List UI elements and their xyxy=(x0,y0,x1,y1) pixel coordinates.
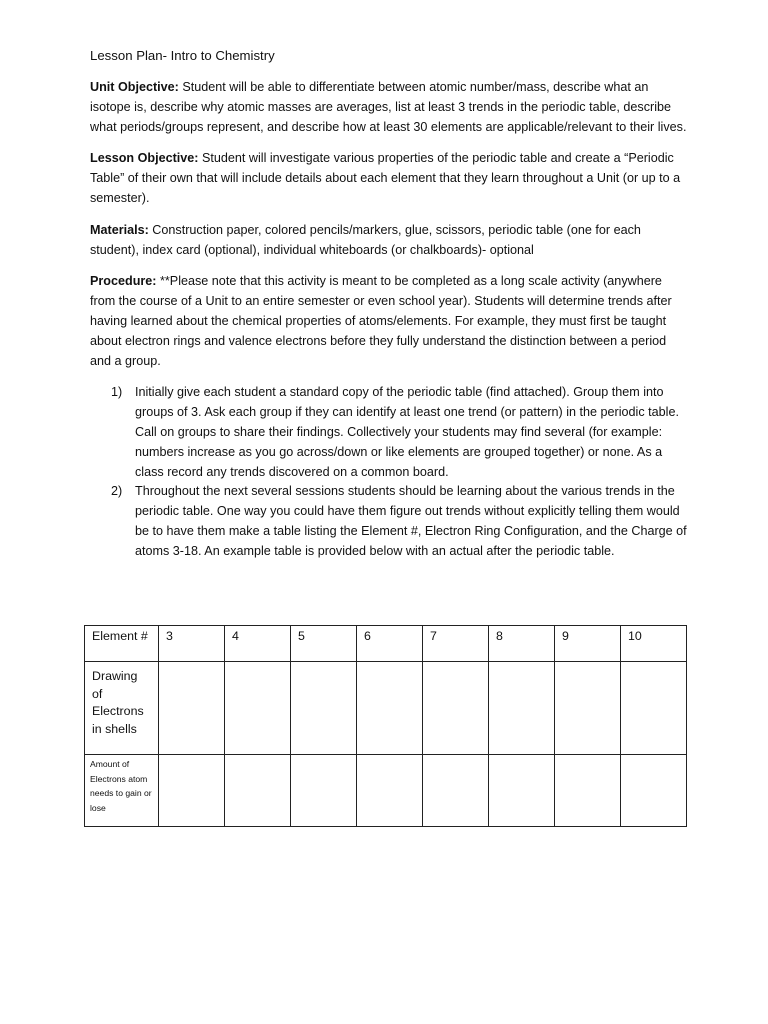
step-text: Initially give each student a standard copy of the periodic table (find attached). Group them into groups of 3. Ask each group if they can identify at least one trend (or pattern) in the periodic table. Call on groups to share their findings. Collectively your students may find several (for example: numbers increase as you go across/down or like elements are grouped together) or none. As a class record any trends discovered on a common board. xyxy=(135,385,679,479)
row-label-drawing: Drawing of Electrons in shells xyxy=(85,662,159,755)
table-header-row xyxy=(85,626,687,662)
table-cell xyxy=(159,662,225,755)
electron-table xyxy=(84,625,687,827)
column-header: 7 xyxy=(423,626,489,662)
table-cell xyxy=(489,662,555,755)
unit-objective-label: Unit Objective: xyxy=(90,80,179,94)
table-cell xyxy=(423,662,489,755)
list-item xyxy=(90,383,688,482)
lesson-objective-text: Student will investigate various properties of the periodic table and create a “Periodic Table” of their own that will include details about each element that they learn throughout a Unit (or up to a semester). xyxy=(90,151,681,205)
table-cell xyxy=(291,662,357,755)
step-number: 1) xyxy=(111,385,123,400)
table-cell xyxy=(291,755,357,827)
table-cell xyxy=(423,755,489,827)
column-header: 3 xyxy=(159,626,225,662)
procedure-text: **Please note that this activity is meant to be completed as a long scale activity (anywhere from the course of a Unit to an entire semester or even school year). Students will determine trends after having learned about the chemical properties of atoms/elements. For example, they must first be taught about electron rings and valence electrons before they fully understand the distinction between a period and a group. xyxy=(90,274,672,368)
materials-text: Construction paper, colored pencils/markers, glue, scissors, periodic table (one for each student), index card (optional), individual whiteboards (or chalkboards)- optional xyxy=(90,222,641,257)
table-cell xyxy=(225,755,291,827)
column-header: 9 xyxy=(555,626,621,662)
document-title: Lesson Plan- Intro to Chemistry xyxy=(90,48,275,63)
row-label-amount: Amount of Electrons atom needs to gain or lose xyxy=(85,755,159,827)
table-cell xyxy=(621,662,687,755)
table-cell xyxy=(555,755,621,827)
table-cell xyxy=(159,755,225,827)
lesson-objective-label: Lesson Objective: xyxy=(90,151,199,166)
table-cell xyxy=(555,662,621,755)
unit-objective xyxy=(90,78,688,137)
table-row xyxy=(85,662,687,755)
procedure-steps xyxy=(90,383,688,561)
column-header: 4 xyxy=(225,626,291,662)
lesson-objective xyxy=(90,149,688,208)
materials xyxy=(90,221,688,261)
column-header: 8 xyxy=(489,626,555,662)
procedure xyxy=(90,272,688,371)
step-text: Throughout the next several sessions students should be learning about the various trends in the periodic table. One way you could have them figure out trends without explicitly telling them would be to have them make a table listing the Element #, Electron Ring Configuration, and the Charge of atoms 3-18. An example table is provided below with an actual after the periodic table. xyxy=(135,484,687,558)
procedure-label: Procedure: xyxy=(90,274,157,289)
table-row xyxy=(85,755,687,827)
table-cell xyxy=(489,755,555,827)
table-cell xyxy=(225,662,291,755)
step-number: 2) xyxy=(111,484,123,499)
unit-objective-text: Student will be able to differentiate between atomic number/mass, describe what an isotope is, describe why atomic masses are averages, list at least 3 trends in the periodic table, describe what periods/groups represent, and describe how at least 30 elements are applicable/relevant to their lives. xyxy=(90,80,687,134)
element-number-header: Element # xyxy=(85,626,159,662)
materials-label: Materials: xyxy=(90,222,149,237)
table-cell xyxy=(621,755,687,827)
column-header: 6 xyxy=(357,626,423,662)
list-item xyxy=(90,482,688,561)
table-cell xyxy=(357,662,423,755)
table-cell xyxy=(357,755,423,827)
column-header: 5 xyxy=(291,626,357,662)
column-header: 10 xyxy=(621,626,687,662)
